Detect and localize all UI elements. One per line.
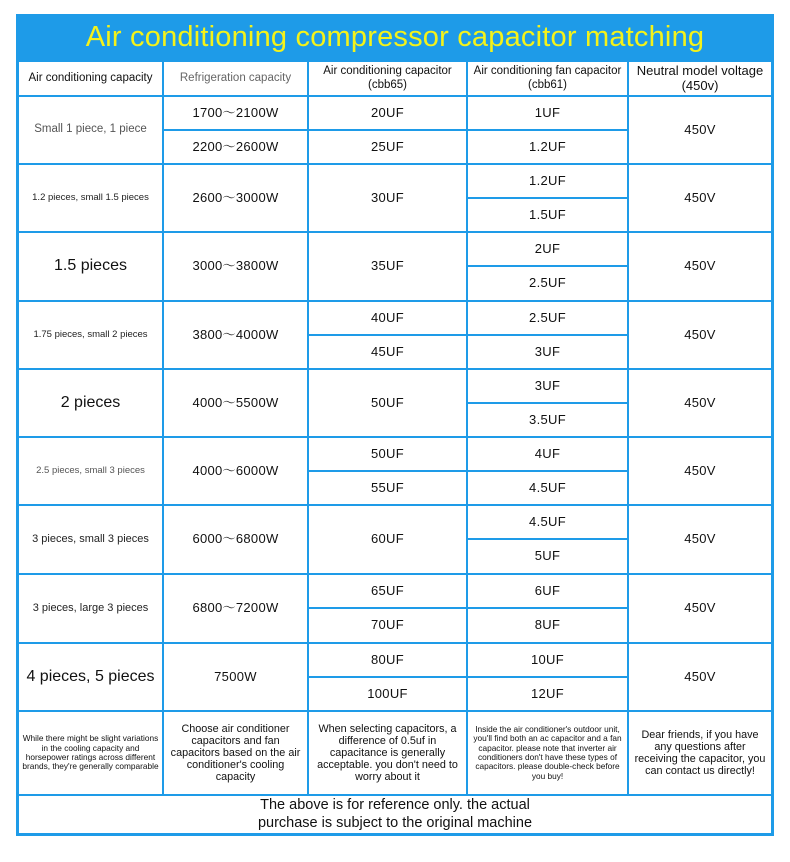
row-voltage: 450V — [629, 302, 771, 368]
row-power: 2200～2600W — [164, 131, 307, 163]
note-capacity: While there might be slight variations in the cooling capacity and horsepower ratings across different brands, they're generally comparable — [19, 712, 162, 794]
row-fan-capacitor: 1UF — [468, 97, 627, 129]
row-power: 3800～4000W — [164, 302, 307, 368]
row-voltage: 450V — [629, 370, 771, 436]
row-ac-capacitor: 25UF — [309, 131, 466, 163]
row-fan-capacitor: 1.2UF — [468, 131, 627, 163]
note-refrigeration: Choose air conditioner capacitors and fan capacitors based on the air conditioner's cooling capacity — [164, 712, 307, 794]
row-ac-capacitor: 100UF — [309, 678, 466, 710]
row-capacity: 2 pieces — [19, 370, 162, 436]
row-capacity: 3 pieces, large 3 pieces — [19, 575, 162, 642]
row-fan-capacitor: 1.5UF — [468, 199, 627, 231]
note-fan-capacitor: Inside the air conditioner's outdoor unit, you'll find both an ac capacitor and a fan capacitor. please note that inverter air conditioners don't have these types of capacitors. please double-check before you buy! — [468, 712, 627, 794]
row-ac-capacitor: 55UF — [309, 472, 466, 504]
row-ac-capacitor: 30UF — [309, 165, 466, 231]
row-capacity: Small 1 piece, 1 piece — [19, 97, 162, 163]
row-fan-capacitor: 5UF — [468, 540, 627, 573]
row-ac-capacitor: 70UF — [309, 609, 466, 642]
row-fan-capacitor: 8UF — [468, 609, 627, 642]
header-voltage: Neutral model voltage (450v) — [629, 62, 771, 95]
row-fan-capacitor: 10UF — [468, 644, 627, 676]
title-bar — [16, 14, 774, 61]
footer-line-2: purchase is subject to the original machine — [257, 814, 533, 831]
row-voltage: 450V — [629, 575, 771, 642]
row-voltage: 450V — [629, 506, 771, 573]
row-ac-capacitor: 20UF — [309, 97, 466, 129]
row-power: 7500W — [164, 644, 307, 710]
row-fan-capacitor: 12UF — [468, 678, 627, 710]
row-voltage: 450V — [629, 165, 771, 231]
row-ac-capacitor: 35UF — [309, 233, 466, 300]
row-capacity: 4 pieces, 5 pieces — [19, 644, 162, 710]
footer-disclaimer — [19, 796, 771, 833]
row-capacity: 1.5 pieces — [19, 233, 162, 300]
row-fan-capacitor: 3.5UF — [468, 404, 627, 436]
capacitor-table — [16, 14, 774, 836]
row-fan-capacitor: 1.2UF — [468, 165, 627, 197]
row-fan-capacitor: 3UF — [468, 370, 627, 402]
header-fan-capacitor: Air conditioning fan capacitor (cbb61) — [468, 62, 627, 95]
row-ac-capacitor: 45UF — [309, 336, 466, 368]
row-power: 6000～6800W — [164, 506, 307, 573]
row-fan-capacitor: 3UF — [468, 336, 627, 368]
note-voltage: Dear friends, if you have any questions after receiving the capacitor, you can contact us directly! — [629, 712, 771, 794]
header-refrigeration: Refrigeration capacity — [164, 62, 307, 95]
row-fan-capacitor: 6UF — [468, 575, 627, 607]
row-capacity: 3 pieces, small 3 pieces — [19, 506, 162, 573]
row-power: 3000～3800W — [164, 233, 307, 300]
row-ac-capacitor: 65UF — [309, 575, 466, 607]
row-capacity: 1.75 pieces, small 2 pieces — [19, 302, 162, 368]
row-fan-capacitor: 2UF — [468, 233, 627, 265]
row-power: 4000～6000W — [164, 438, 307, 504]
row-fan-capacitor: 4.5UF — [468, 472, 627, 504]
row-power: 4000～5500W — [164, 370, 307, 436]
note-ac-capacitor: When selecting capacitors, a difference of 0.5uf in capacitance is generally acceptable. you don't need to worry about it — [309, 712, 466, 794]
row-power: 1700～2100W — [164, 97, 307, 129]
header-ac-capacitor: Air conditioning capacitor (cbb65) — [309, 62, 466, 95]
row-ac-capacitor: 40UF — [309, 302, 466, 334]
row-power: 6800～7200W — [164, 575, 307, 642]
row-fan-capacitor: 2.5UF — [468, 302, 627, 334]
row-ac-capacitor: 50UF — [309, 438, 466, 470]
page-title: Air conditioning compressor capacitor matching — [85, 21, 705, 53]
row-ac-capacitor: 60UF — [309, 506, 466, 573]
row-fan-capacitor: 4UF — [468, 438, 627, 470]
row-fan-capacitor: 2.5UF — [468, 267, 627, 300]
row-voltage: 450V — [629, 644, 771, 710]
row-capacity: 2.5 pieces, small 3 pieces — [19, 438, 162, 504]
footer-line-1: The above is for reference only. the actual — [260, 797, 530, 814]
row-ac-capacitor: 50UF — [309, 370, 466, 436]
row-capacity: 1.2 pieces, small 1.5 pieces — [19, 165, 162, 231]
row-ac-capacitor: 80UF — [309, 644, 466, 676]
row-power: 2600～3000W — [164, 165, 307, 231]
row-voltage: 450V — [629, 233, 771, 300]
row-voltage: 450V — [629, 97, 771, 163]
row-voltage: 450V — [629, 438, 771, 504]
header-capacity: Air conditioning capacity — [19, 62, 162, 95]
row-fan-capacitor: 4.5UF — [468, 506, 627, 538]
